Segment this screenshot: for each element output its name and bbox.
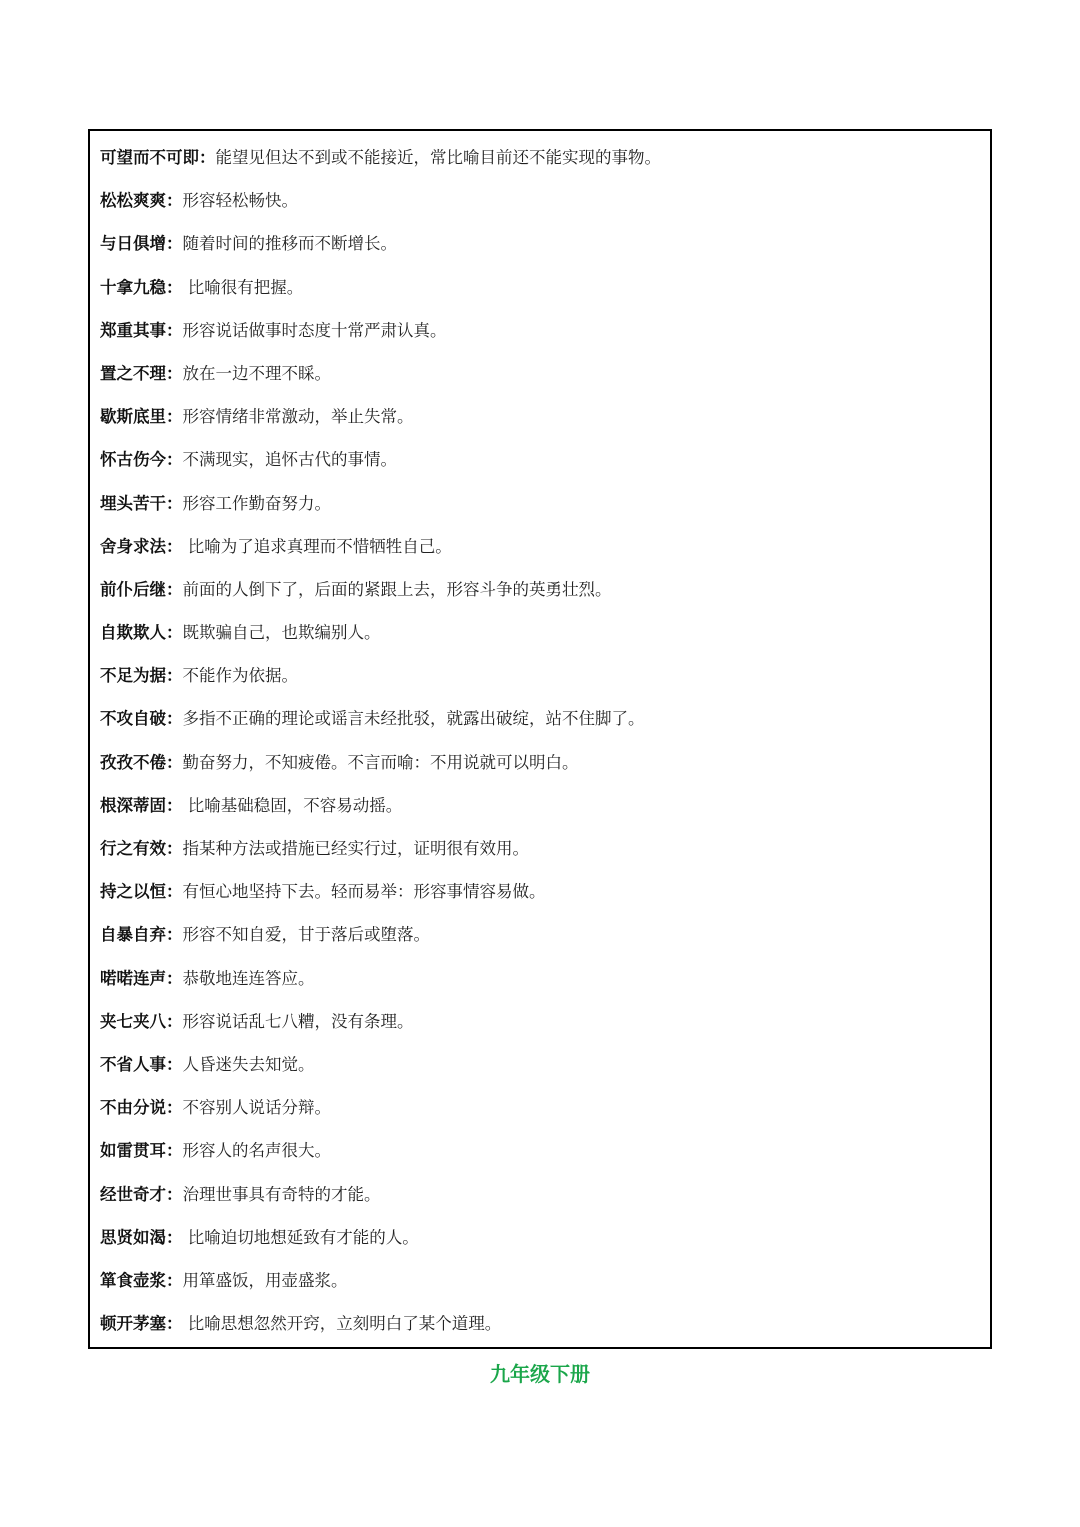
idiom-definition: 放在一边不理不睬。	[182, 363, 331, 383]
idiom-entry	[100, 1052, 980, 1095]
idiom-entry	[100, 577, 980, 620]
idiom-term: 十拿九稳：	[100, 277, 183, 297]
idiom-definition: 不满现实，追怀古代的事情。	[182, 450, 397, 470]
idiom-entry	[100, 1182, 980, 1225]
idiom-table	[88, 129, 992, 1349]
idiom-list	[100, 145, 980, 1354]
idiom-entry	[100, 706, 980, 749]
idiom-term: 箪食壶浆：	[100, 1270, 183, 1290]
idiom-definition: 有恒心地坚持下去。轻而易举：形容事情容易做。	[182, 882, 546, 902]
section-heading: 九年级下册	[490, 1362, 590, 1386]
idiom-entry	[100, 836, 980, 879]
idiom-definition: 指某种方法或措施已经实行过，证明很有效用。	[182, 839, 529, 858]
idiom-definition: 形容说话乱七八糟，没有条理。	[182, 1011, 414, 1031]
idiom-entry	[100, 1138, 980, 1181]
idiom-entry	[100, 1268, 980, 1311]
idiom-term: 经世奇才：	[100, 1184, 183, 1204]
idiom-term: 自欺欺人：	[100, 623, 183, 643]
idiom-entry	[100, 1225, 980, 1268]
idiom-term: 行之有效：	[100, 839, 183, 858]
idiom-term: 埋头苦干：	[100, 493, 183, 513]
idiom-definition: 勤奋努力，不知疲倦。不言而喻：不用说就可以明白。	[182, 752, 579, 772]
idiom-term: 持之以恒：	[100, 882, 183, 902]
idiom-term: 与日俱增：	[100, 234, 183, 254]
idiom-entry	[100, 922, 980, 965]
idiom-term: 置之不理：	[100, 363, 183, 383]
idiom-entry	[100, 491, 980, 534]
idiom-term: 可望而不可即：	[100, 148, 216, 167]
idiom-definition: 随着时间的推移而不断增长。	[182, 234, 397, 254]
idiom-term: 喏喏连声：	[100, 968, 183, 988]
idiom-definition: 形容工作勤奋努力。	[182, 493, 331, 513]
idiom-definition: 形容不知自爱，甘于落后或堕落。	[182, 925, 430, 945]
idiom-term: 怀古伤今：	[100, 450, 183, 470]
idiom-definition: 不能作为依据。	[182, 666, 298, 686]
idiom-entry	[100, 879, 980, 922]
idiom-definition: 比喻思想忽然开窍，立刻明白了某个道理。	[182, 1314, 502, 1334]
idiom-entry	[100, 793, 980, 836]
idiom-term: 郑重其事：	[100, 320, 183, 340]
idiom-term: 自暴自弃：	[100, 925, 183, 945]
idiom-entry	[100, 966, 980, 1009]
idiom-definition: 多指不正确的理论或谣言未经批驳，就露出破绽，站不住脚了。	[182, 709, 645, 729]
idiom-term: 松松爽爽：	[100, 191, 183, 211]
idiom-entry	[100, 361, 980, 404]
idiom-term: 夹七夹八：	[100, 1011, 183, 1031]
idiom-definition: 既欺骗自己，也欺编别人。	[182, 623, 381, 643]
idiom-term: 不省人事：	[100, 1054, 183, 1074]
idiom-term: 孜孜不倦：	[100, 752, 183, 772]
idiom-definition: 比喻基础稳固，不容易动摇。	[182, 795, 403, 815]
idiom-definition: 形容轻松畅快。	[182, 191, 298, 211]
idiom-definition: 恭敬地连连答应。	[182, 968, 315, 988]
idiom-definition: 治理世事具有奇特的才能。	[182, 1184, 381, 1204]
idiom-term: 如雷贯耳：	[100, 1141, 183, 1161]
idiom-term: 歇斯底里：	[100, 407, 183, 427]
idiom-term: 前仆后继：	[100, 579, 183, 599]
idiom-term: 不足为据：	[100, 666, 183, 686]
idiom-definition: 用箪盛饭，用壶盛浆。	[182, 1270, 348, 1290]
idiom-entry	[100, 750, 980, 793]
idiom-entry	[100, 620, 980, 663]
idiom-term: 思贤如渴：	[100, 1227, 183, 1247]
idiom-definition: 比喻迫切地想延致有才能的人。	[182, 1227, 419, 1247]
idiom-entry	[100, 275, 980, 318]
idiom-definition: 比喻很有把握。	[182, 277, 304, 297]
idiom-definition: 形容人的名声很大。	[182, 1141, 331, 1161]
idiom-definition: 前面的人倒下了，后面的紧跟上去，形容斗争的英勇壮烈。	[182, 579, 612, 599]
idiom-definition: 人昏迷失去知觉。	[182, 1054, 315, 1074]
idiom-definition: 能望见但达不到或不能接近，常比喻目前还不能实现的事物。	[215, 148, 661, 167]
idiom-entry	[100, 663, 980, 706]
idiom-entry	[100, 447, 980, 490]
idiom-definition: 形容说话做事时态度十常严肃认真。	[182, 320, 447, 340]
idiom-entry	[100, 1311, 980, 1354]
idiom-term: 不由分说：	[100, 1098, 183, 1118]
idiom-term: 根深蒂固：	[100, 795, 183, 815]
idiom-term: 顿开茅塞：	[100, 1314, 183, 1334]
idiom-entry	[100, 534, 980, 577]
idiom-entry	[100, 1009, 980, 1052]
idiom-entry	[100, 188, 980, 231]
idiom-entry	[100, 231, 980, 274]
idiom-term: 舍身求法：	[100, 536, 183, 556]
idiom-term: 不攻自破：	[100, 709, 183, 729]
idiom-entry	[100, 145, 980, 188]
idiom-definition: 比喻为了追求真理而不惜牺牲自己。	[182, 536, 452, 556]
idiom-definition: 形容情绪非常激动，举止失常。	[182, 407, 414, 427]
idiom-entry	[100, 1095, 980, 1138]
idiom-definition: 不容别人说话分辩。	[182, 1098, 331, 1118]
idiom-entry	[100, 318, 980, 361]
idiom-entry	[100, 404, 980, 447]
